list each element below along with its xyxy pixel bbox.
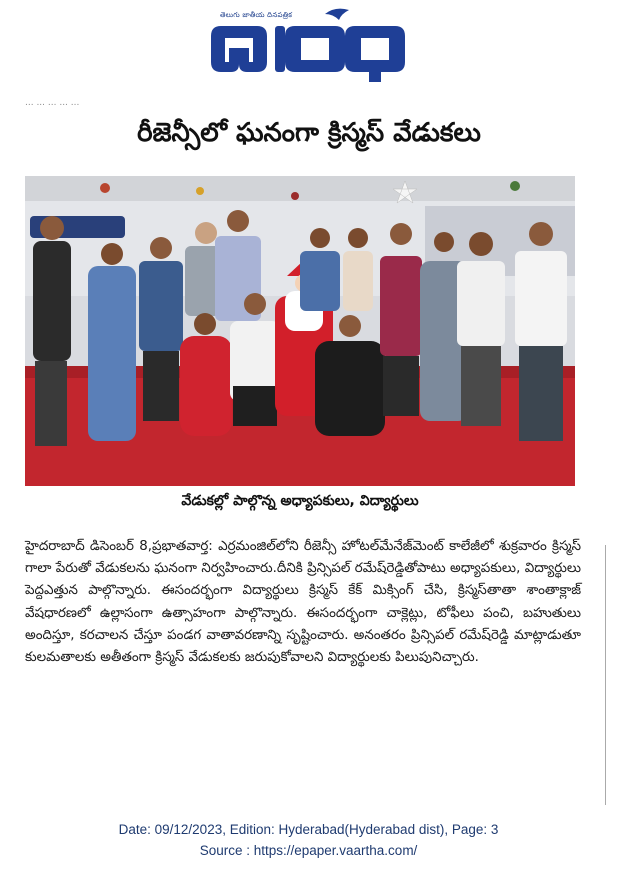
footer-date-edition: Date: 09/12/2023, Edition: Hyderabad(Hyderabad dist), Page: 3 [118, 822, 499, 837]
cut-off-text-line: ... ... ... ... ... [25, 98, 80, 108]
article-body: హైదరాబాద్ డిసెంబర్ 8,ప్రభాతవార్త: ఎర్రమంజిల్‌లోని రీజెన్సీ హోటల్‌మేనేజ్‌మెంట్ కాలేజీలో శుక్రవారం క్రిస్మస్ గాలా పేరుతో వేడుకలను ఘనంగా నిర్వహించారు.దీనికి ప్రిన్సిపల్ రమేష్‌రెడ్డితోపాటు అధ్యాపకులు, విద్యార్థులు పెద్దఎత్తున పాల్గొన్నారు. ఈసందర్భంగా విద్యార్థులు క్రిస్మస్ కేక్ మిక్సింగ్ చేసి, క్రిస్మస్‌తాతా శాంతాక్లాజ్ వేషధారణలో ఉల్లాసంగా ఉత్సాహంగా పాల్గొన్నారు. ఈసందర్భంగా చాక్లెట్లు, టోఫీలు పంచి, బహుతులు అందిస్తూ, కరచాలన చేస్తూ పండగ వాతావరణాన్ని సృష్టించారు. అనంతరం ప్రిన్సిపల్ రమేష్‌రెడ్డి మాట్లాడుతూ కులమతాలకు అతీతంగా క్రిస్మస్ వేడుకలకు జరుపుకోవాలని విద్యార్థులకు పిలుపునిచ్చారు. [25, 539, 581, 666]
photo-caption: వేడుకల్లో పాల్గొన్న అధ్యాపకులు, విద్యార్థులు [181, 493, 419, 509]
group-photo [25, 176, 575, 486]
photo-illustration [25, 176, 575, 486]
masthead-logo [205, 4, 415, 86]
column-divider [605, 545, 606, 805]
article-headline: రీజెన్సీలో ఘనంగా క్రిస్మస్ వేడుకలు [137, 118, 481, 148]
footer-source: Source : https://epaper.vaartha.com/ [199, 843, 418, 858]
masthead-tagline: తెలుగు జాతీయ దినపత్రిక [220, 11, 293, 19]
